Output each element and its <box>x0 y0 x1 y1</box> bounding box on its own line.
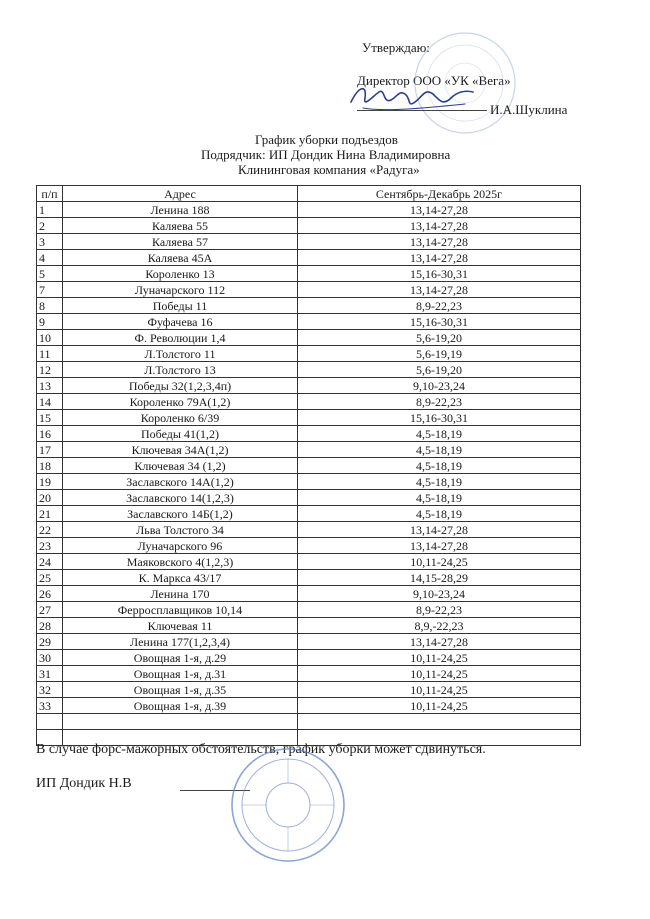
table-row <box>37 378 581 394</box>
row-number: 14 <box>37 394 63 410</box>
row-number: 22 <box>37 522 63 538</box>
row-number: 1 <box>37 202 63 218</box>
row-number: 13 <box>37 378 63 394</box>
table-body <box>37 202 581 746</box>
row-number: 32 <box>37 682 63 698</box>
table-row <box>37 394 581 410</box>
row-address: Каляева 55 <box>63 218 298 234</box>
column-header-address: Адрес <box>63 186 298 202</box>
row-number: 26 <box>37 586 63 602</box>
row-dates: 13,14-27,28 <box>298 218 581 234</box>
row-address: Ленина 170 <box>63 586 298 602</box>
column-header-dates: Сентябрь-Декабрь 2025г <box>298 186 581 202</box>
row-number: 27 <box>37 602 63 618</box>
row-dates: 10,11-24,25 <box>298 666 581 682</box>
row-address: Победы 32(1,2,3,4п) <box>63 378 298 394</box>
table-row <box>37 362 581 378</box>
row-number: 8 <box>37 298 63 314</box>
row-number: 28 <box>37 618 63 634</box>
document-title: График уборки подъездов <box>255 132 398 147</box>
row-number: 15 <box>37 410 63 426</box>
row-address: Л.Толстого 11 <box>63 346 298 362</box>
contractor-line: Подрядчик: ИП Дондик Нина Владимировна <box>201 147 451 162</box>
row-address: Ключевая 34А(1,2) <box>63 442 298 458</box>
force-majeure-note: В случае форс-мажорных обстоятельств, график уборки может сдвинуться. <box>36 742 486 757</box>
row-number: 11 <box>37 346 63 362</box>
table-row <box>37 650 581 666</box>
row-address: Победы 11 <box>63 298 298 314</box>
table-row <box>37 586 581 602</box>
row-dates: 15,16-30,31 <box>298 314 581 330</box>
row-dates: 8,9,-22,23 <box>298 618 581 634</box>
row-number: 7 <box>37 282 63 298</box>
row-address: Короленко 79А(1,2) <box>63 394 298 410</box>
row-dates: 9,10-23,24 <box>298 378 581 394</box>
row-dates: 13,14-27,28 <box>298 202 581 218</box>
row-dates: 15,16-30,31 <box>298 410 581 426</box>
row-dates: 8,9-22,23 <box>298 394 581 410</box>
row-number: 21 <box>37 506 63 522</box>
row-dates: 9,10-23,24 <box>298 586 581 602</box>
row-address: Л.Толстого 13 <box>63 362 298 378</box>
row-number: 19 <box>37 474 63 490</box>
director-title: Директор ООО «УК «Вега» <box>357 73 511 88</box>
row-dates: 10,11-24,25 <box>298 698 581 714</box>
row-address: Овощная 1-я, д.35 <box>63 682 298 698</box>
row-number: 9 <box>37 314 63 330</box>
row-number: 3 <box>37 234 63 250</box>
row-address: Ключевая 11 <box>63 618 298 634</box>
table-row <box>37 682 581 698</box>
table-row <box>37 538 581 554</box>
row-address: Заславского 14А(1,2) <box>63 474 298 490</box>
row-number: 5 <box>37 266 63 282</box>
table-row <box>37 602 581 618</box>
row-number: 23 <box>37 538 63 554</box>
column-header-number: п/п <box>37 186 63 202</box>
row-dates: 13,14-27,28 <box>298 634 581 650</box>
approval-label: Утверждаю: <box>362 40 430 55</box>
row-dates: 15,16-30,31 <box>298 266 581 282</box>
row-dates: 13,14-27,28 <box>298 250 581 266</box>
table-row <box>37 218 581 234</box>
table-row <box>37 570 581 586</box>
row-dates: 4,5-18,19 <box>298 490 581 506</box>
row-dates: 4,5-18,19 <box>298 458 581 474</box>
ip-signature-label: ИП Дондик Н.В <box>36 776 132 791</box>
table-row <box>37 634 581 650</box>
row-dates: 13,14-27,28 <box>298 282 581 298</box>
company-line: Клининговая компания «Радуга» <box>238 162 420 177</box>
table-row <box>37 298 581 314</box>
table-row <box>37 618 581 634</box>
row-address: Победы 41(1,2) <box>63 426 298 442</box>
row-number: 12 <box>37 362 63 378</box>
row-dates: 13,14-27,28 <box>298 538 581 554</box>
row-address: Луначарского 96 <box>63 538 298 554</box>
row-address: Луначарского 112 <box>63 282 298 298</box>
row-number: 20 <box>37 490 63 506</box>
row-address: Ленина 188 <box>63 202 298 218</box>
row-number: 25 <box>37 570 63 586</box>
table-row <box>37 266 581 282</box>
row-number: 29 <box>37 634 63 650</box>
row-address: Каляева 57 <box>63 234 298 250</box>
row-dates: 4,5-18,19 <box>298 474 581 490</box>
row-address: К. Маркса 43/17 <box>63 570 298 586</box>
row-dates: 13,14-27,28 <box>298 522 581 538</box>
row-address: Ферросплавщиков 10,14 <box>63 602 298 618</box>
table-row <box>37 234 581 250</box>
row-dates: 13,14-27,28 <box>298 234 581 250</box>
company-seal-bottom <box>228 745 348 865</box>
row-address: Ленина 177(1,2,3,4) <box>63 634 298 650</box>
row-address: Ключевая 34 (1,2) <box>63 458 298 474</box>
empty-cell <box>298 714 581 730</box>
table-row <box>37 474 581 490</box>
row-number: 24 <box>37 554 63 570</box>
empty-cell <box>63 714 298 730</box>
table-row <box>37 490 581 506</box>
row-address: Заславского 14(1,2,3) <box>63 490 298 506</box>
table-header-row <box>37 186 581 202</box>
row-number: 16 <box>37 426 63 442</box>
row-number: 10 <box>37 330 63 346</box>
table-row <box>37 458 581 474</box>
row-address: Овощная 1-я, д.29 <box>63 650 298 666</box>
cleaning-schedule-table <box>36 185 581 746</box>
row-dates: 10,11-24,25 <box>298 682 581 698</box>
row-number: 33 <box>37 698 63 714</box>
row-address: Каляева 45А <box>63 250 298 266</box>
table-row <box>37 506 581 522</box>
row-number: 17 <box>37 442 63 458</box>
row-address: Маяковского 4(1,2,3) <box>63 554 298 570</box>
row-dates: 10,11-24,25 <box>298 650 581 666</box>
row-number: 31 <box>37 666 63 682</box>
row-number: 2 <box>37 218 63 234</box>
table-row <box>37 330 581 346</box>
signer-name: И.А.Шуклина <box>490 102 568 117</box>
table-row <box>37 410 581 426</box>
table-row <box>37 522 581 538</box>
row-address: Фуфачева 16 <box>63 314 298 330</box>
table-row <box>37 666 581 682</box>
row-dates: 4,5-18,19 <box>298 442 581 458</box>
empty-cell <box>37 714 63 730</box>
row-number: 18 <box>37 458 63 474</box>
empty-row <box>37 714 581 730</box>
row-dates: 5,6-19,20 <box>298 362 581 378</box>
table-row <box>37 314 581 330</box>
table-row <box>37 554 581 570</box>
row-dates: 5,6-19,19 <box>298 346 581 362</box>
row-dates: 4,5-18,19 <box>298 426 581 442</box>
row-address: Овощная 1-я, д.31 <box>63 666 298 682</box>
row-address: Короленко 13 <box>63 266 298 282</box>
row-address: Льва Толстого 34 <box>63 522 298 538</box>
table-row <box>37 442 581 458</box>
table-row <box>37 202 581 218</box>
row-number: 30 <box>37 650 63 666</box>
row-address: Заславского 14Б(1,2) <box>63 506 298 522</box>
row-address: Короленко 6/39 <box>63 410 298 426</box>
table-row <box>37 282 581 298</box>
row-dates: 10,11-24,25 <box>298 554 581 570</box>
row-dates: 8,9-22,23 <box>298 602 581 618</box>
row-dates: 5,6-19,20 <box>298 330 581 346</box>
table-row <box>37 426 581 442</box>
row-dates: 8,9-22,23 <box>298 298 581 314</box>
row-number: 4 <box>37 250 63 266</box>
table-row <box>37 346 581 362</box>
row-address: Ф. Революции 1,4 <box>63 330 298 346</box>
row-dates: 14,15-28,29 <box>298 570 581 586</box>
table-row <box>37 250 581 266</box>
row-address: Овощная 1-я, д.39 <box>63 698 298 714</box>
director-signature <box>345 78 480 118</box>
table-row <box>37 698 581 714</box>
row-dates: 4,5-18,19 <box>298 506 581 522</box>
